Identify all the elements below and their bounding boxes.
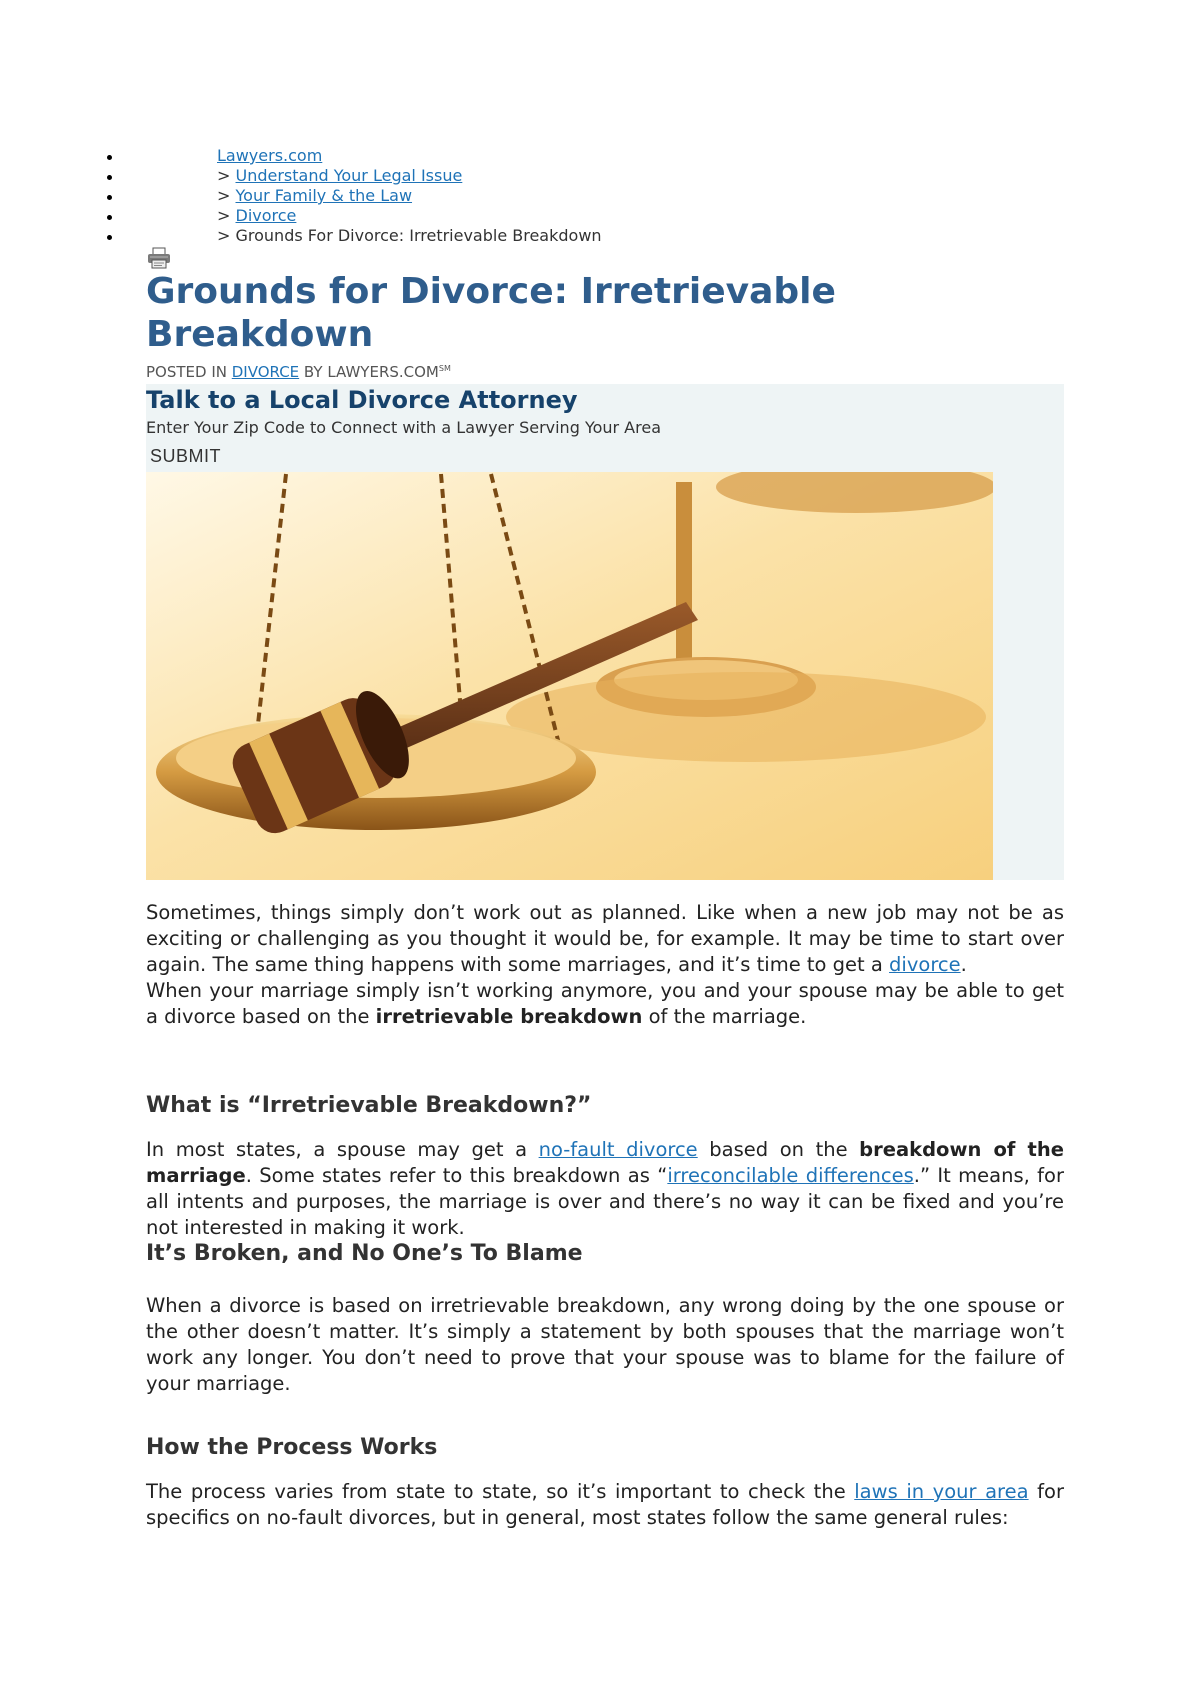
page-title: Grounds for Divorce: Irretrievable Breakdown [146,271,836,355]
cta-title: Talk to a Local Divorce Attorney [146,386,578,414]
section-heading: How the Process Works [146,1435,438,1460]
byline-category-link[interactable]: DIVORCE [231,363,300,381]
submit-button[interactable]: SUBMIT [150,446,222,466]
irreconcilable-differences-link[interactable]: irreconcilable differences [667,1164,914,1187]
paragraph: In most states, a spouse may get a no-fault divorce based on the breakdown of the marriage. Some states refer to this breakdown as “irreconcilable differences.” It means, for all intents and purposes, the marriage is over and there’s no way it can be fixed and you’re not interested in making it work. [146,1138,1064,1239]
breadcrumb-separator: > [217,226,236,245]
section-block [146,1137,1064,1241]
divorce-link[interactable]: divorce [889,953,961,976]
bold-term: irretrievable breakdown [375,1005,643,1028]
paragraph: When a divorce is based on irretrievable breakdown, any wrong doing by the one spouse or the other doesn’t matter. It’s simply a statement by both spouses that the marriage won’t work any longer. You don’t need to prove that your spouse was to blame for the failure of your marriage. [146,1294,1064,1395]
bullet-icon [107,215,112,220]
byline-prefix: POSTED IN [146,363,232,381]
section-block [146,1479,1064,1531]
gavel-scales-image [146,472,993,880]
section-block [146,1293,1064,1397]
bullet-icon [107,235,112,240]
print-icon[interactable] [147,247,171,269]
cta-subtitle: Enter Your Zip Code to Connect with a Lawyer Serving Your Area [146,418,661,437]
intro-block [146,900,1064,1030]
breadcrumb-link-legal-issue[interactable]: Understand Your Legal Issue [235,166,463,185]
breadcrumb-link-divorce[interactable]: Divorce [235,206,297,225]
breadcrumb-current: Grounds For Divorce: Irretrievable Breakdown [235,226,602,245]
breadcrumb-separator: > [217,166,236,185]
bullet-icon [107,175,112,180]
no-fault-divorce-link[interactable]: no-fault divorce [538,1138,698,1161]
paragraph: When your marriage simply isn’t working anymore, you and your spouse may be able to get a divorce based on the irretrievable breakdown of the marriage. [146,979,1064,1028]
bold-term: breakdown of the marriage [146,1138,1064,1187]
breadcrumb-link-family-law[interactable]: Your Family & the Law [235,186,413,205]
section-heading: It’s Broken, and No One’s To Blame [146,1241,583,1266]
byline-author: BY LAWYERS.COM [299,363,439,381]
paragraph: Sometimes, things simply don’t work out as planned. Like when a new job may not be as exciting or challenging as you thought it would be, for example. It may be time to start over again. The same thing happens with some marriages, and it’s time to get a divorce. [146,901,1064,976]
service-mark: SM [438,364,451,373]
paragraph: The process varies from state to state, so it’s important to check the laws in your area for specifics on no-fault divorces, but in general, most states follow the same general rules: [146,1480,1064,1529]
laws-in-your-area-link[interactable]: laws in your area [854,1480,1029,1503]
article-byline [146,363,451,381]
breadcrumb-separator: > [217,206,236,225]
breadcrumb-link-home[interactable]: Lawyers.com [217,146,323,165]
attorney-search-box [146,384,1064,880]
breadcrumb-separator: > [217,186,236,205]
section-heading: What is “Irretrievable Breakdown?” [146,1093,592,1118]
bullet-icon [107,155,112,160]
bullet-icon [107,195,112,200]
